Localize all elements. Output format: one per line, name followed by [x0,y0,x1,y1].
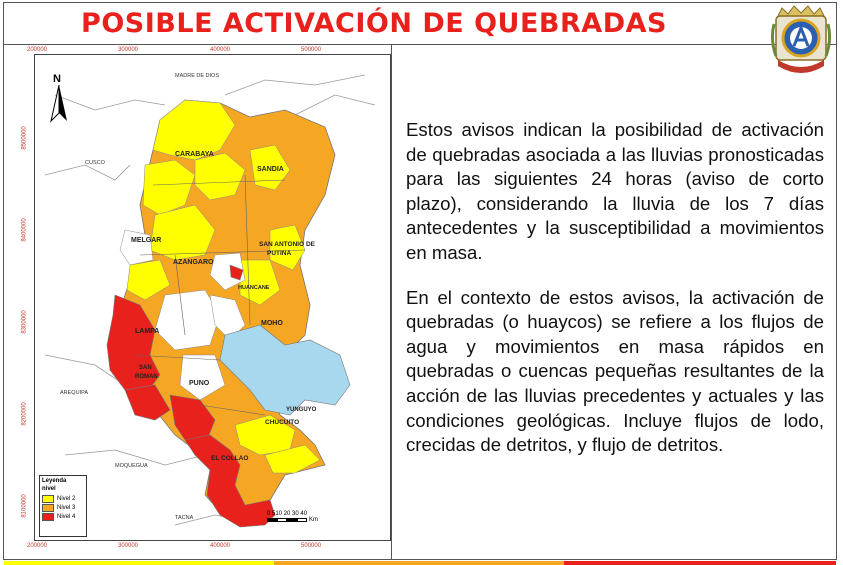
legend-label: Nivel 3 [57,505,76,511]
label-arequipa: AREQUIPA [60,390,89,396]
tick-label: 200000 [27,543,48,549]
tick-label: 8100000 [21,494,28,518]
tick-label: 400000 [210,47,231,53]
label-lampa: LAMPA [135,328,160,335]
map-panel [4,44,392,559]
tick-label: 300000 [118,47,139,53]
label-putina: PUTINA [267,250,292,257]
legend-item [42,504,84,512]
label-el-collao: EL COLLAO [211,455,249,462]
map-legend [39,475,87,537]
tick-label: 200000 [27,47,48,53]
tick-label: 400000 [210,543,231,549]
legend-swatch-nivel2 [42,495,54,503]
tick-label: 500000 [301,543,322,549]
bottom-strip-yellow [4,561,274,565]
label-puno: PUNO [189,380,210,387]
label-carabaya: CARABAYA [175,151,214,158]
legend-label: Nivel 2 [57,496,76,502]
label-yunguyo: YUNGUYO [286,407,317,413]
alert-map [21,47,391,549]
legend-item [42,495,84,503]
bottom-strip-orange [274,561,564,565]
label-chucuito: CHUCUITO [265,419,300,426]
scale-bar [267,511,327,527]
institution-logo [770,4,832,78]
label-tacna: TACNA [175,515,194,521]
bottom-strip-red [564,561,836,565]
label-san-antonio: SAN ANTONIO DE [259,241,315,248]
tick-label: 8400000 [21,218,28,242]
legend-item [42,513,84,521]
paragraph-huaycos-definition: En el contexto de estos avisos, la activación de quebradas (o huaycos) se refiere a los flujos de agua y movimientos en masa rápidos en quebradas o cuencas pequeñas resultantes de la acción de las lluvias precedentes y actuales y las condiciones geológicas. Incluye flujos de lodo, crecidas de detritos, y flujo de detritos. [406,286,824,456]
label-cusco: CUSCO [85,160,105,166]
scale-unit: Km [309,517,318,523]
label-madre-de-dios: MADRE DE DIOS [175,73,220,79]
legend-subtitle: nivel [42,486,56,492]
title-bar [4,3,836,45]
tick-label: 300000 [118,543,139,549]
page-title: POSIBLE ACTIVACIÓN DE QUEBRADAS [81,8,667,39]
tick-label: 8200000 [21,402,28,426]
label-huancane: HUANCANE [238,285,270,291]
label-melgar: MELGAR [131,237,162,244]
legend-swatch-nivel4 [42,513,54,521]
scale-label: 0 510 20 30 40 [267,511,308,517]
tick-label: 8500000 [21,126,28,150]
north-arrow-icon [47,73,71,123]
legend-title: Leyenda [42,478,67,484]
label-san-roman: SAN [139,365,152,371]
tick-label: 500000 [301,47,322,53]
label-sandia: SANDIA [257,166,284,173]
paragraph-short-term-alert: Estos avisos indican la posibilidad de activación de quebradas asociada a las lluvias pronosticadas para las siguientes 24 horas (aviso de corto plazo), considerando la lluvia de los 7 días antecedentes y la susceptibilidad a movimientos en masa. [406,119,824,263]
label-azangaro: AZANGARO [173,259,214,266]
label-roman: ROMAN [135,374,158,380]
legend-swatch-nivel3 [42,504,54,512]
tick-label: 8300000 [21,310,28,334]
description-text [406,118,824,478]
north-label: N [53,73,61,85]
legend-label: Nivel 4 [57,514,76,520]
map-svg [35,55,390,540]
label-moquegua: MOQUEGUA [115,463,148,469]
label-moho: MOHO [261,320,283,327]
